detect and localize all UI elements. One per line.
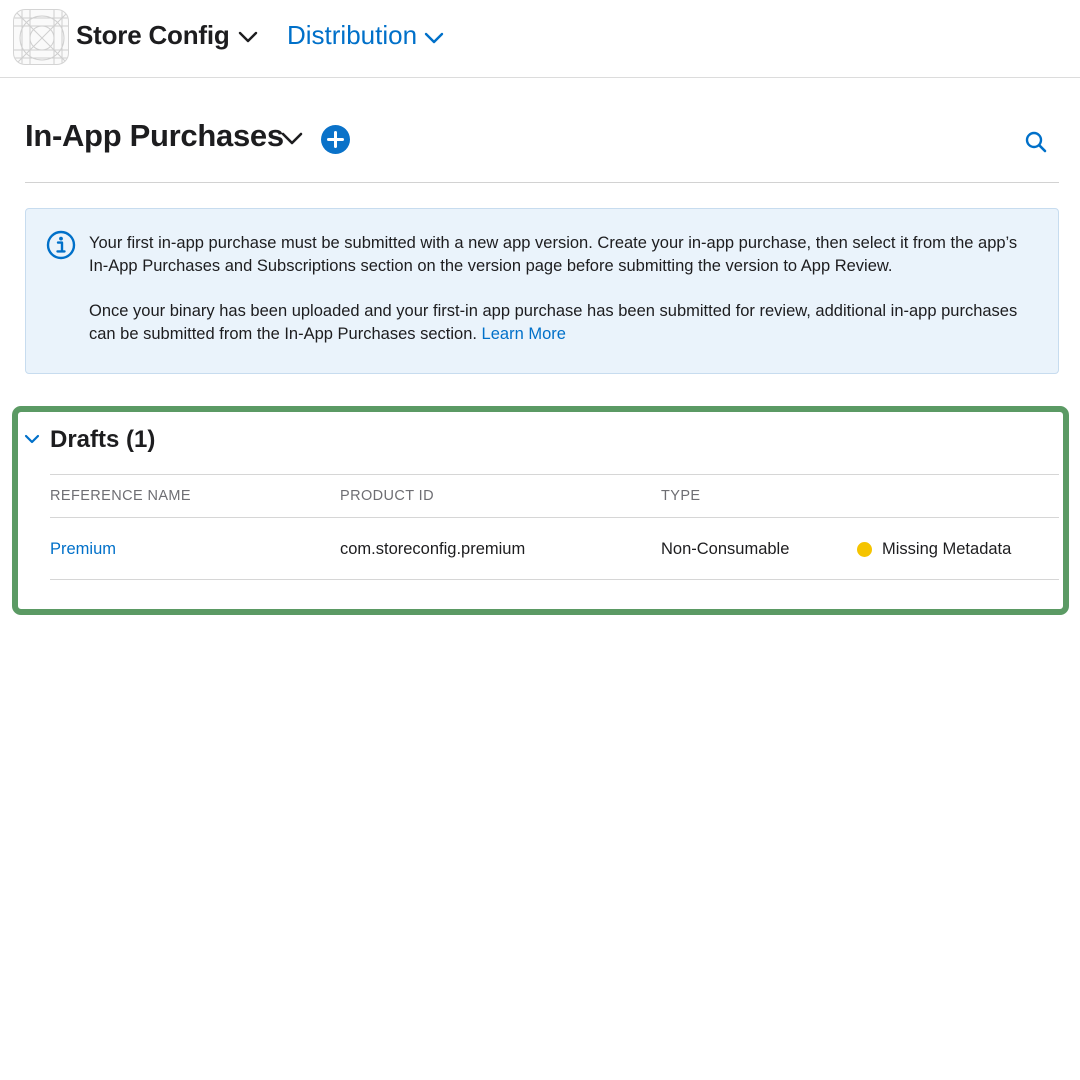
table-divider: [50, 517, 1059, 518]
table-divider: [50, 579, 1059, 580]
chevron-down-icon[interactable]: [280, 131, 304, 147]
type-cell: Non-Consumable: [661, 540, 790, 558]
chevron-down-icon[interactable]: [424, 31, 444, 45]
search-icon[interactable]: [1024, 130, 1048, 154]
distribution-menu[interactable]: Distribution: [287, 20, 418, 50]
app-placeholder-icon[interactable]: [13, 9, 69, 65]
drafts-highlight-frame: [12, 406, 1069, 615]
app-name[interactable]: Store Config: [76, 20, 230, 50]
banner-message: [89, 232, 1039, 346]
status-badge: Missing Metadata: [882, 540, 1012, 558]
column-header-type[interactable]: TYPE: [661, 488, 701, 504]
reference-name-link[interactable]: Premium: [50, 540, 117, 558]
info-icon: [46, 230, 76, 260]
chevron-down-icon[interactable]: [238, 30, 258, 44]
add-in-app-purchase-button[interactable]: [321, 125, 350, 154]
banner-paragraph: [89, 300, 1039, 346]
column-header-product-id[interactable]: PRODUCT ID: [340, 488, 434, 504]
table-divider: [50, 474, 1059, 475]
banner-paragraph-text: Once your binary has been uploaded and your first-in app purchase has been submitted for review, additional in-app purchases can be submitted from the In-App Purchases section.: [89, 302, 1018, 343]
info-banner: [25, 208, 1059, 374]
top-navigation-bar: [0, 0, 1080, 78]
learn-more-link[interactable]: Learn More: [481, 325, 566, 343]
product-id-cell: com.storeconfig.premium: [340, 540, 526, 558]
column-header-reference-name[interactable]: REFERENCE NAME: [50, 488, 191, 504]
plus-circle-icon: [321, 125, 350, 154]
status-warning-icon: [857, 542, 872, 557]
chevron-down-icon[interactable]: [24, 433, 40, 445]
drafts-section-title[interactable]: Drafts (1): [50, 426, 156, 453]
header-divider: [25, 182, 1059, 183]
banner-paragraph: Your first in-app purchase must be submitted with a new app version. Create your in-app purchase, then select it from the app’s In-App Purchases and Subscriptions section on the version page before submitting the version to App Review.: [89, 234, 1018, 275]
page-title[interactable]: In-App Purchases: [25, 118, 284, 153]
